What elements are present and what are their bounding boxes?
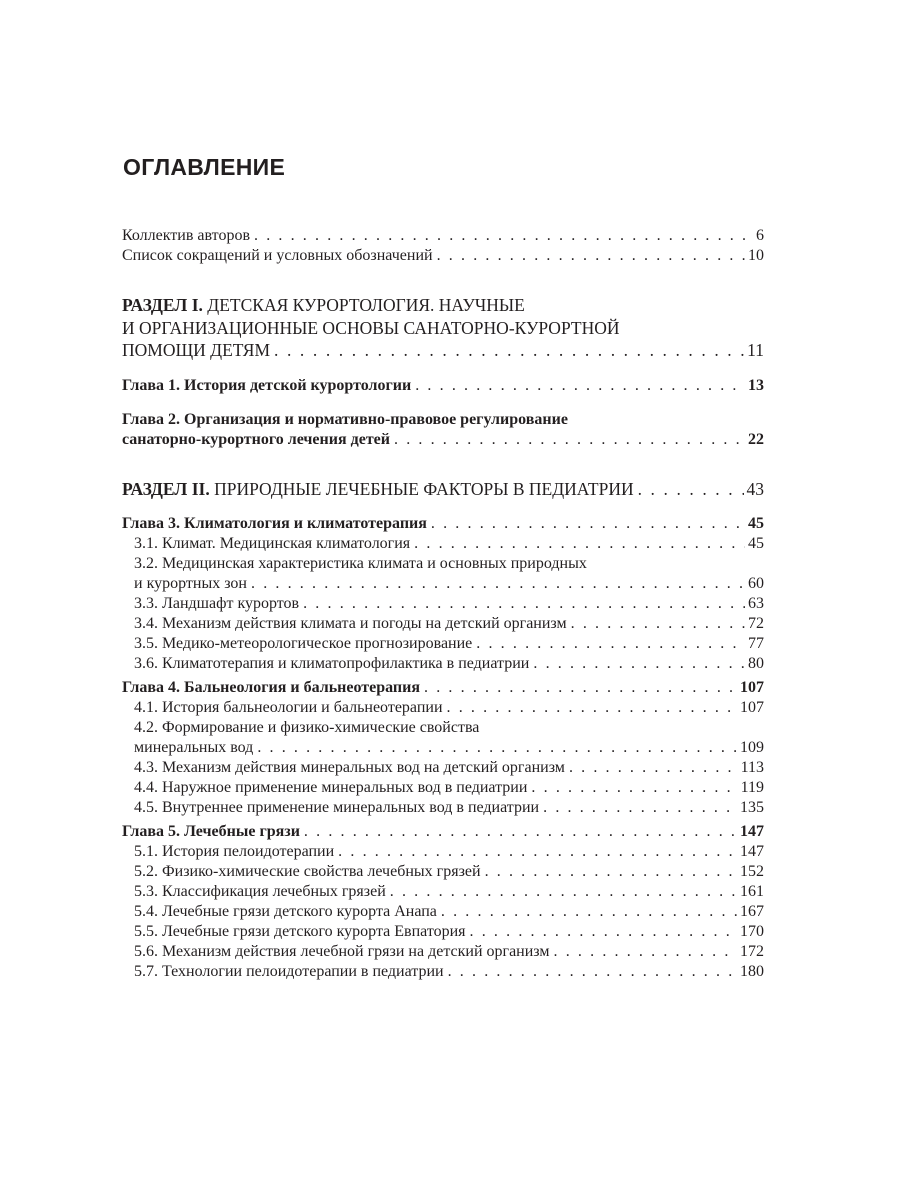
toc-subsection	[122, 614, 764, 634]
toc-subsection	[122, 534, 764, 554]
page-number: 10	[748, 247, 764, 264]
dot-leader	[448, 962, 737, 982]
dot-leader	[447, 698, 738, 718]
subsection-title: минеральных вод	[134, 739, 254, 756]
page-number: 77	[748, 635, 764, 652]
toc-subsection	[122, 902, 764, 922]
page-number: 107	[740, 679, 764, 696]
page-number: 119	[740, 779, 764, 796]
toc-subsection	[122, 842, 764, 862]
page-number: 43	[746, 478, 764, 499]
subsection-title: 4.5. Внутреннее применение минеральных вод в педиатрии	[134, 799, 540, 816]
dot-leader	[476, 634, 745, 654]
page-number: 170	[740, 923, 764, 940]
page-number: 45	[748, 515, 764, 532]
page-number: 107	[740, 699, 764, 716]
page-number: 60	[748, 575, 764, 592]
chapter-title: Глава 5. Лечебные грязи	[122, 823, 300, 840]
dot-leader	[257, 738, 737, 758]
subsection-title: 3.3. Ландшафт курортов	[134, 595, 300, 612]
section-title-line: ПРИРОДНЫЕ ЛЕЧЕБНЫЕ ФАКТОРЫ В ПЕДИАТРИИ	[214, 478, 634, 499]
toc-subsection	[122, 882, 764, 902]
page-number: 22	[748, 430, 764, 448]
toc-subsection	[122, 554, 764, 594]
toc-subsection	[122, 778, 764, 798]
dot-leader	[338, 842, 737, 862]
dot-leader	[485, 862, 737, 882]
toc-subsection	[122, 718, 764, 758]
dot-leader	[390, 882, 737, 902]
subsection-title: 3.1. Климат. Медицинская климатология	[134, 535, 411, 552]
toc-section-2	[122, 478, 764, 501]
dot-leader	[441, 902, 737, 922]
dot-leader	[254, 226, 753, 246]
toc-subsection	[122, 634, 764, 654]
chapter-title: Глава 1. История детской курортологии	[122, 376, 412, 394]
page-number: 167	[740, 903, 764, 920]
section-title-line: И ОРГАНИЗАЦИОННЫЕ ОСНОВЫ САНАТОРНО-КУРОРТНОЙ	[122, 317, 620, 338]
dot-leader	[431, 514, 745, 534]
page-number: 13	[748, 376, 764, 394]
toc-chapter-4	[122, 678, 764, 698]
subsection-title: 5.1. История пелоидотерапии	[134, 843, 335, 860]
dot-leader	[424, 678, 737, 698]
toc-subsection	[122, 654, 764, 674]
toc-subsection	[122, 922, 764, 942]
entry-title: Список сокращений и условных обозначений	[122, 247, 433, 264]
dot-leader	[569, 758, 738, 778]
dot-leader	[274, 339, 744, 362]
subsection-title: 3.2. Медицинская характеристика климата и основных природных	[134, 555, 587, 572]
toc-chapter-3	[122, 514, 764, 534]
subsection-title: 3.5. Медико-метеорологическое прогнозирование	[134, 635, 473, 652]
page-number: 80	[748, 655, 764, 672]
dot-leader	[394, 430, 745, 450]
toc-title: ОГЛАВЛЕНИЕ	[123, 154, 286, 180]
dot-leader	[251, 574, 745, 594]
chapter-title: Глава 3. Климатология и климатотерапия	[122, 515, 427, 532]
table-of-contents	[122, 226, 764, 982]
section-title-line: ДЕТСКАЯ КУРОРТОЛОГИЯ. НАУЧНЫЕ	[207, 295, 525, 315]
subsection-title: 5.2. Физико-химические свойства лечебных грязей	[134, 863, 481, 880]
subsection-title: 5.7. Технологии пелоидотерапии в педиатрии	[134, 963, 444, 980]
toc-section-1	[122, 294, 764, 362]
toc-chapter-2	[122, 410, 764, 450]
page-number: 172	[740, 943, 764, 960]
dot-leader	[543, 798, 737, 818]
toc-subsection	[122, 862, 764, 882]
subsection-title: 4.3. Механизм действия минеральных вод на детский организм	[134, 759, 565, 776]
page-number: 180	[740, 963, 764, 980]
section-label: РАЗДЕЛ I.	[122, 295, 203, 315]
page-number: 45	[748, 535, 764, 552]
toc-subsection	[122, 942, 764, 962]
subsection-title: 5.3. Классификация лечебных грязей	[134, 883, 386, 900]
dot-leader	[531, 778, 737, 798]
page-number: 6	[756, 227, 764, 244]
toc-chapter-5	[122, 822, 764, 842]
chapter-title: санаторно-курортного лечения детей	[122, 430, 390, 448]
subsection-title: 3.4. Механизм действия климата и погоды на детский организм	[134, 615, 567, 632]
toc-subsection	[122, 962, 764, 982]
dot-leader	[470, 922, 737, 942]
dot-leader	[571, 614, 745, 634]
subsection-title: 4.1. История бальнеологии и бальнеотерапии	[134, 699, 443, 716]
dot-leader	[437, 246, 745, 266]
toc-subsection	[122, 758, 764, 778]
dot-leader	[414, 534, 745, 554]
dot-leader	[554, 942, 737, 962]
page-number: 135	[740, 799, 764, 816]
dot-leader	[303, 594, 745, 614]
subsection-title: 4.2. Формирование и физико-химические свойства	[134, 719, 480, 736]
page-number: 63	[748, 595, 764, 612]
entry-title: Коллектив авторов	[122, 227, 250, 244]
subsection-title: и курортных зон	[134, 575, 247, 592]
page-number: 113	[740, 759, 764, 776]
toc-subsection	[122, 594, 764, 614]
page-number: 109	[740, 739, 764, 756]
section-title-line: ПОМОЩИ ДЕТЯМ	[122, 340, 271, 360]
chapter-title: Глава 2. Организация и нормативно-правовое регулирование	[122, 410, 568, 428]
dot-leader	[304, 822, 737, 842]
toc-entry-abbreviations	[122, 246, 764, 266]
toc-entry-authors	[122, 226, 764, 246]
page-number: 161	[740, 883, 764, 900]
chapter-title: Глава 4. Бальнеология и бальнеотерапия	[122, 679, 421, 696]
page-number: 147	[740, 843, 764, 860]
subsection-title: 5.5. Лечебные грязи детского курорта Евпатория	[134, 923, 466, 940]
page-number: 152	[740, 863, 764, 880]
dot-leader	[415, 376, 745, 396]
page-number: 11	[747, 340, 764, 360]
subsection-title: 3.6. Климатотерапия и климатопрофилактика в педиатрии	[134, 655, 530, 672]
section-label: РАЗДЕЛ II.	[122, 478, 210, 499]
dot-leader	[533, 654, 745, 674]
toc-chapter-1	[122, 376, 764, 396]
page-number: 72	[748, 615, 764, 632]
subsection-title: 5.4. Лечебные грязи детского курорта Анапа	[134, 903, 437, 920]
page-number: 147	[740, 823, 764, 840]
dot-leader	[638, 478, 744, 501]
subsection-title: 4.4. Наружное применение минеральных вод в педиатрии	[134, 779, 528, 796]
toc-subsection	[122, 798, 764, 818]
subsection-title: 5.6. Механизм действия лечебной грязи на детский организм	[134, 943, 550, 960]
toc-subsection	[122, 698, 764, 718]
